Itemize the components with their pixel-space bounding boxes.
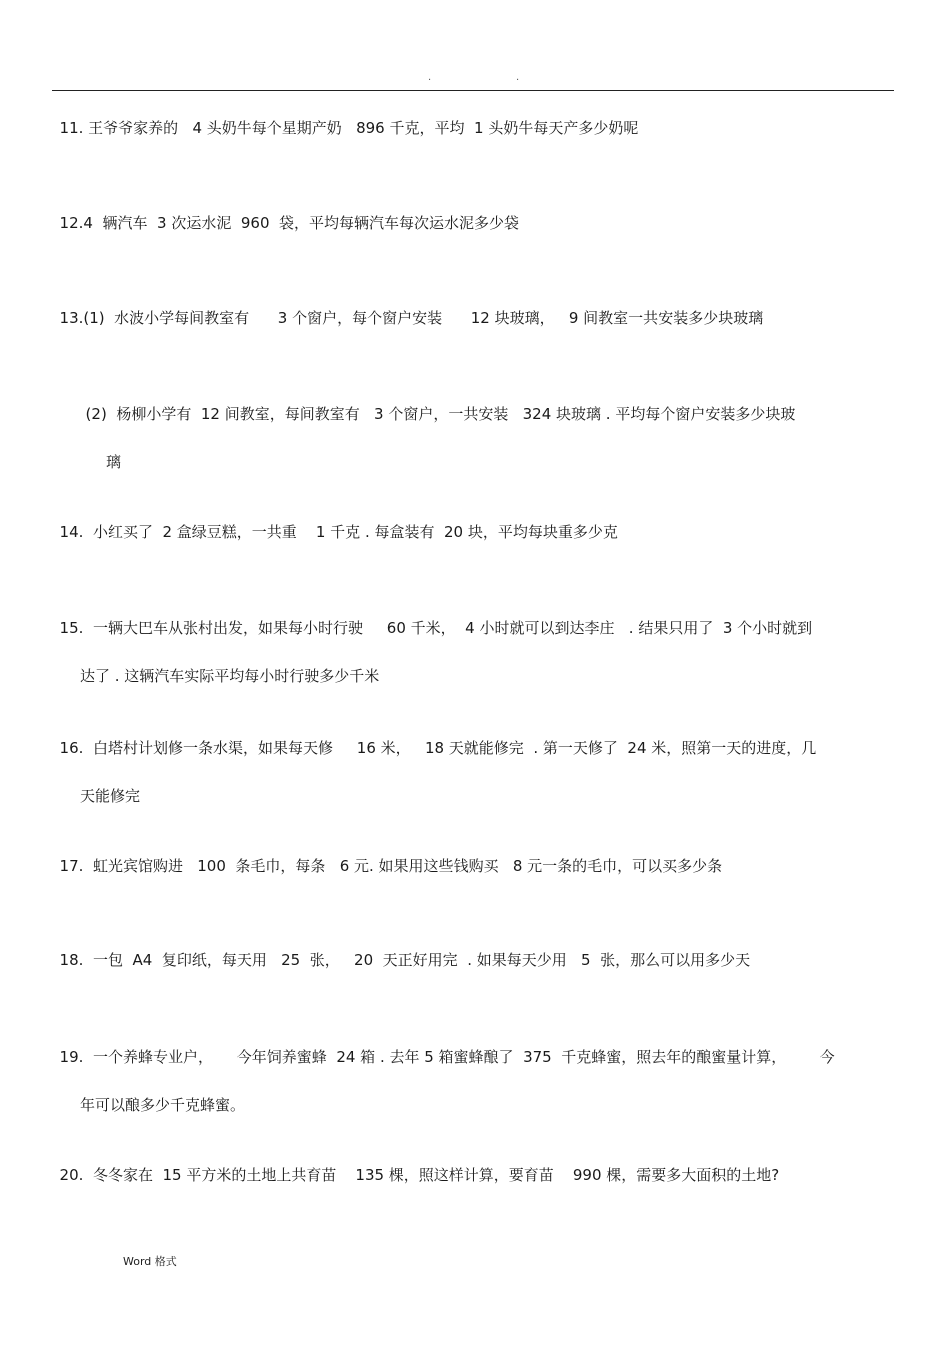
question-line: 12.4 辆汽车 3 次运水泥 960 袋，平均每辆汽车每次运水泥多少袋 [59,214,520,232]
question-20 [50,1139,890,1187]
footer-label: Word 格式 [123,1255,177,1268]
question-line: 15. 一辆大巴车从张村出发，如果每小时行驶 60 千米， 4 小时就可以到达李庄 . 结果只用了 3 个小时就到 [59,619,813,637]
question-13-2 [76,378,876,498]
question-line: 16. 白塔村计划修一条水渠，如果每天修 16 米， 18 天就能修完 . 第一天修了 24 米，照第一天的进度，几 [59,739,817,757]
question-line: 20. 冬冬家在 15 平方米的土地上共育苗 135 棵，照这样计算，要育苗 990 棵，需要多大面积的土地? [59,1166,780,1184]
question-14 [50,496,890,544]
question-line: 18. 一包 A4 复印纸，每天用 25 张， 20 天正好用完 . 如果每天少用 5 张，那么可以用多少天 [59,951,751,969]
question-16 [50,712,890,832]
question-line: (2) 杨柳小学有 12 间教室，每间教室有 3 个窗户，一共安装 324 块玻璃 . 平均每个窗户安装多少块玻 [85,405,796,423]
question-line: 17. 虹光宾馆购进 100 条毛巾，每条 6 元. 如果用这些钱购买 8 元一条的毛巾，可以买多少条 [59,857,723,875]
question-line: 19. 一个养蜂专业户， 今年饲养蜜蜂 24 箱 . 去年 5 箱蜜蜂酿了 375 千克蜂蜜，照去年的酿蜜量计算， 今 [59,1048,835,1066]
question-line-continued: 年可以酿多少千克蜂蜜。 [80,1096,246,1114]
question-line-continued: 璃 [106,453,122,471]
question-11 [50,92,890,140]
header-dot-right: . [516,72,520,83]
question-line-continued: 达了 . 这辆汽车实际平均每小时行驶多少千米 [80,667,380,685]
question-line: 13.(1) 水波小学每间教室有 3 个窗户，每个窗户安装 12 块玻璃， 9 间教室一共安装多少块玻璃 [59,309,764,327]
question-12 [50,187,890,235]
question-17 [50,830,890,878]
question-19 [50,1021,890,1141]
question-line-continued: 天能修完 [80,787,141,805]
header-rule [52,90,894,91]
question-13-1 [50,282,890,330]
question-line: 11. 王爷爷家养的 4 头奶牛每个星期产奶 896 千克，平均 1 头奶牛每天产多少奶呢 [59,119,639,137]
question-15 [50,592,890,712]
question-line: 14. 小红买了 2 盒绿豆糕，一共重 1 千克 . 每盒装有 20 块，平均每块重多少克 [59,523,618,541]
question-18 [50,924,890,972]
header-dot-left: . [428,72,432,83]
